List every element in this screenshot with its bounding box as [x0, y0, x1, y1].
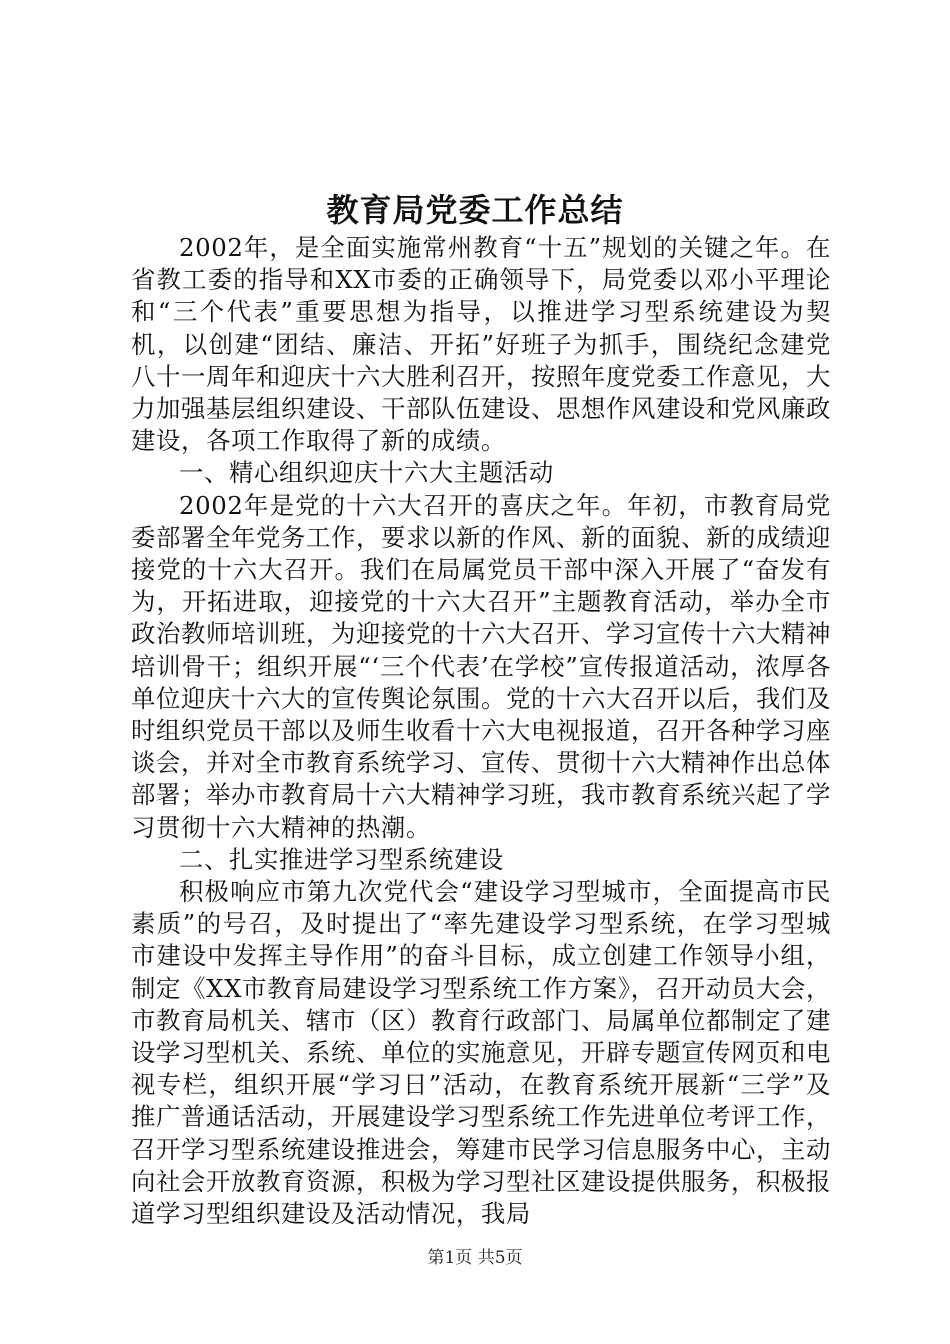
paragraph-section-2: 积极响应市第九次党代会“建设学习型城市，全面提高市民素质”的号召，及时提出了“率先建设学习型系统，在学习型城市建设中发挥主导作用”的奋斗目标，成立创建工作领导小组，制定《XX市教育局建设学习型系统工作方案》，召开动员大会，市教育局机关、辖市（区）教育行政部门、局属单位都制定了建设学习型机关、系统、单位的实施意见，开辟专题宣传网页和电视专栏，组织开展“学习日”活动，在教育系统开展新“三学”及推广普通话活动，开展建设学习型系统工作先进单位考评工作，召开学习型系统建设推进会，筹建市民学习信息服务中心，主动向社会开放教育资源，积极为学习型社区建设提供服务，积极报道学习型组织建设及活动情况，我局 [131, 877, 831, 1229]
paragraph-section-1: 2002年是党的十六大召开的喜庆之年。年初，市教育局党委部署全年党务工作，要求以新的作风、新的面貌、新的成绩迎接党的十六大召开。我们在局属党员干部中深入开展了“奋发有为，开拓进取，迎接党的十六大召开”主题教育活动，举办全市政治教师培训班，为迎接党的十六大召开、学习宣传十六大精神培训骨干；组织开展“‘三个代表’在学校”宣传报道活动，浓厚各单位迎庆十六大的宣传舆论氛围。党的十六大召开以后，我们及时组织党员干部以及师生收看十六大电视报道，召开各种学习座谈会，并对全市教育系统学习、宣传、贯彻十六大精神作出总体部署；举办市教育局十六大精神学习班，我市教育系统兴起了学习贯彻十六大精神的热潮。 [131, 490, 831, 842]
document-title: 教育局党委工作总结 [326, 191, 624, 229]
section-heading-1: 一、精心组织迎庆十六大主题活动 [179, 458, 554, 488]
document-body [131, 232, 831, 1230]
page-number-footer: 第1页 共5页 [427, 1248, 523, 1268]
paragraph-intro: 2002年，是全面实施常州教育“十五”规划的关键之年。在省教工委的指导和XX市委的正确领导下，局党委以邓小平理论和“三个代表”重要思想为指导，以推进学习型系统建设为契机，以创建“团结、廉洁、开拓”好班子为抓手，围绕纪念建党八十一周年和迎庆十六大胜利召开，按照年度党委工作意见，大力加强基层组织建设、干部队伍建设、思想作风建设和党风廉政建设，各项工作取得了新的成绩。 [131, 233, 831, 456]
section-heading-2: 二、扎实推进学习型系统建设 [179, 844, 504, 874]
